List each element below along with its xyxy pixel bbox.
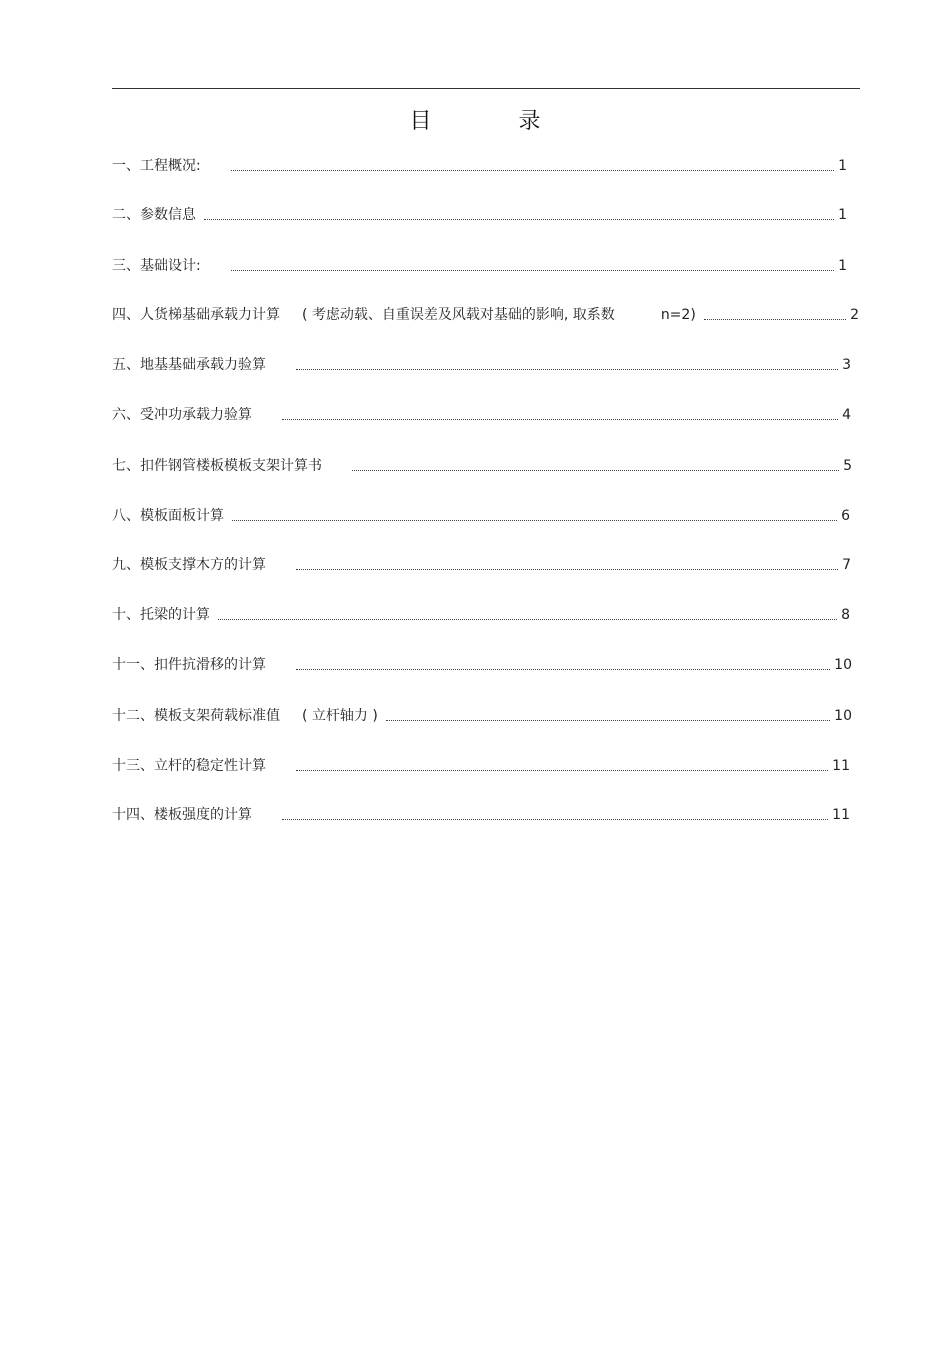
toc-entry-4[interactable] xyxy=(112,303,859,325)
toc-entry-label: 八、模板面板计算 xyxy=(112,508,224,524)
toc-leader-dots xyxy=(352,470,839,471)
toc-entry-5[interactable] xyxy=(112,353,851,375)
toc-page-number: 8 xyxy=(841,607,850,623)
toc-page-number: 3 xyxy=(842,357,851,373)
toc-entry-3[interactable] xyxy=(112,254,847,276)
toc-page-number: 10 xyxy=(834,657,852,673)
toc-entry-label: 一、工程概况: xyxy=(112,158,201,174)
toc-entry-9[interactable] xyxy=(112,553,851,575)
toc-entry-7[interactable] xyxy=(112,454,852,476)
toc-page-number: 1 xyxy=(838,207,847,223)
toc-entry-label: 九、模板支撑木方的计算 xyxy=(112,557,266,573)
toc-entry-label: 四、人货梯基础承载力计算 ( 考虑动载、自重误差及风载对基础的影响, 取系数 n=2) xyxy=(112,307,696,323)
toc-page-number: 5 xyxy=(843,458,852,474)
toc-leader-dots xyxy=(296,770,828,771)
toc-page-number: 10 xyxy=(834,708,852,724)
header-rule xyxy=(112,88,860,89)
toc-entry-14[interactable] xyxy=(112,803,850,825)
toc-entry-10[interactable] xyxy=(112,603,850,625)
toc-entry-label: 二、参数信息 xyxy=(112,207,196,223)
toc-page-number: 11 xyxy=(832,807,850,823)
toc-entry-label: 十四、楼板强度的计算 xyxy=(112,807,252,823)
toc-leader-dots xyxy=(218,619,837,620)
toc-entry-label: 七、扣件钢管楼板模板支架计算书 xyxy=(112,458,322,474)
toc-leader-dots xyxy=(282,819,828,820)
toc-leader-dots xyxy=(204,219,834,220)
toc-entry-label: 十二、模板支架荷载标准值 ( 立杆轴力 ) xyxy=(112,708,378,724)
toc-entry-8[interactable] xyxy=(112,504,850,526)
toc-leader-dots xyxy=(704,319,846,320)
toc-leader-dots xyxy=(296,369,838,370)
toc-leader-dots xyxy=(231,170,834,171)
toc-page-number: 4 xyxy=(842,407,851,423)
toc-entry-label: 十三、立杆的稳定性计算 xyxy=(112,758,266,774)
toc-entry-11[interactable] xyxy=(112,653,852,675)
toc-page-number: 1 xyxy=(838,158,847,174)
page-title: 目 录 xyxy=(409,109,581,134)
toc-entry-label: 十、托梁的计算 xyxy=(112,607,210,623)
toc-entry-1[interactable] xyxy=(112,154,847,176)
toc-page-number: 2 xyxy=(850,307,859,323)
toc-entry-13[interactable] xyxy=(112,754,850,776)
toc-leader-dots xyxy=(296,569,838,570)
toc-page-number: 1 xyxy=(838,258,847,274)
toc-leader-dots xyxy=(296,669,830,670)
toc-leader-dots xyxy=(282,419,838,420)
toc-leader-dots xyxy=(232,520,837,521)
toc-entry-label: 六、受冲功承载力验算 xyxy=(112,407,252,423)
toc-page-number: 11 xyxy=(832,758,850,774)
toc-page-number: 6 xyxy=(841,508,850,524)
toc-entry-label: 三、基础设计: xyxy=(112,258,201,274)
toc-entry-label: 五、地基基础承载力验算 xyxy=(112,357,266,373)
toc-page-number: 7 xyxy=(842,557,851,573)
toc-entry-12[interactable] xyxy=(112,704,852,726)
toc-entry-6[interactable] xyxy=(112,403,851,425)
toc-entry-2[interactable] xyxy=(112,203,847,225)
toc-leader-dots xyxy=(386,720,830,721)
toc-leader-dots xyxy=(231,270,834,271)
toc-entry-label: 十一、扣件抗滑移的计算 xyxy=(112,657,266,673)
